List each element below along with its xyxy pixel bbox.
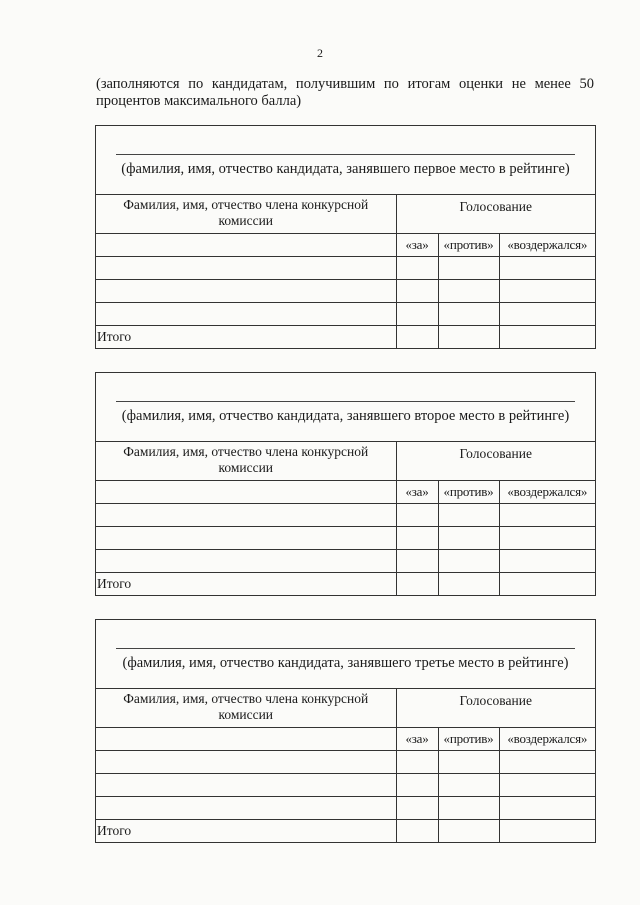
abstained-header: «воздержался»: [499, 728, 595, 751]
table-cell[interactable]: [396, 751, 438, 774]
member-name-header: Фамилия, имя, отчество члена конкурсной комиссии: [96, 689, 396, 728]
table-cell[interactable]: [96, 257, 396, 280]
candidate-name-line: [116, 154, 575, 155]
member-name-header: Фамилия, имя, отчество члена конкурсной комиссии: [96, 442, 396, 481]
table-cell[interactable]: [438, 774, 499, 797]
table-cell[interactable]: [499, 774, 595, 797]
table-cell[interactable]: [96, 527, 396, 550]
table-row: [96, 303, 595, 326]
table-cell[interactable]: [438, 280, 499, 303]
table-cell[interactable]: [499, 303, 595, 326]
table-cell[interactable]: [438, 257, 499, 280]
table-cell[interactable]: [499, 504, 595, 527]
for-header: «за»: [396, 728, 438, 751]
table-cell[interactable]: [438, 527, 499, 550]
table-cell[interactable]: [96, 234, 396, 257]
total-label: Итого: [96, 326, 396, 349]
voting-table: [96, 689, 595, 842]
table-cell[interactable]: [438, 303, 499, 326]
voting-table: [96, 195, 595, 348]
table-cell[interactable]: [396, 326, 438, 349]
for-header: «за»: [396, 234, 438, 257]
table-cell[interactable]: [499, 573, 595, 596]
table-row: [96, 504, 595, 527]
voting-header: Голосование: [396, 689, 595, 728]
candidate-block-second: [95, 372, 596, 596]
table-cell[interactable]: [96, 280, 396, 303]
table-cell[interactable]: [438, 820, 499, 843]
abstained-header: «воздержался»: [499, 481, 595, 504]
table-cell[interactable]: [499, 797, 595, 820]
candidate-header: [96, 620, 595, 689]
table-cell[interactable]: [396, 820, 438, 843]
against-header: «против»: [438, 234, 499, 257]
total-label: Итого: [96, 820, 396, 843]
table-cell[interactable]: [396, 280, 438, 303]
total-row: [96, 573, 595, 596]
table-row: [96, 527, 595, 550]
table-cell[interactable]: [499, 550, 595, 573]
total-label: Итого: [96, 573, 396, 596]
table-cell[interactable]: [96, 550, 396, 573]
table-cell[interactable]: [499, 257, 595, 280]
page-number: 2: [317, 46, 323, 60]
table-cell[interactable]: [396, 797, 438, 820]
table-cell[interactable]: [499, 820, 595, 843]
voting-table: [96, 442, 595, 595]
against-header: «против»: [438, 481, 499, 504]
table-row: [96, 797, 595, 820]
candidate-caption: (фамилия, имя, отчество кандидата, занявшего первое место в рейтинге): [121, 161, 570, 177]
table-cell[interactable]: [499, 326, 595, 349]
voting-header: Голосование: [396, 195, 595, 234]
table-cell[interactable]: [438, 573, 499, 596]
candidate-block-first: [95, 125, 596, 349]
table-cell[interactable]: [396, 550, 438, 573]
table-cell[interactable]: [499, 751, 595, 774]
abstained-header: «воздержался»: [499, 234, 595, 257]
for-header: «за»: [396, 481, 438, 504]
table-cell[interactable]: [96, 797, 396, 820]
against-header: «против»: [438, 728, 499, 751]
table-row: [96, 280, 595, 303]
table-cell[interactable]: [438, 751, 499, 774]
table-cell[interactable]: [438, 550, 499, 573]
candidate-caption: (фамилия, имя, отчество кандидата, занявшего третье место в рейтинге): [122, 655, 569, 671]
table-cell[interactable]: [438, 504, 499, 527]
table-row: [96, 751, 595, 774]
table-row: [96, 257, 595, 280]
table-cell[interactable]: [96, 303, 396, 326]
candidate-block-third: [95, 619, 596, 843]
member-name-header: Фамилия, имя, отчество члена конкурсной комиссии: [96, 195, 396, 234]
table-cell[interactable]: [438, 797, 499, 820]
table-cell[interactable]: [396, 774, 438, 797]
table-cell[interactable]: [396, 257, 438, 280]
candidate-header: [96, 373, 595, 442]
candidate-caption: (фамилия, имя, отчество кандидата, занявшего второе место в рейтинге): [121, 408, 570, 424]
table-row: [96, 774, 595, 797]
table-cell[interactable]: [396, 504, 438, 527]
table-cell[interactable]: [396, 303, 438, 326]
table-cell[interactable]: [396, 527, 438, 550]
table-cell[interactable]: [96, 728, 396, 751]
candidate-name-line: [116, 401, 575, 402]
table-cell[interactable]: [396, 573, 438, 596]
table-cell[interactable]: [499, 527, 595, 550]
total-row: [96, 820, 595, 843]
table-cell[interactable]: [96, 774, 396, 797]
table-cell[interactable]: [96, 504, 396, 527]
table-row: [96, 550, 595, 573]
table-cell[interactable]: [96, 751, 396, 774]
intro-text: (заполняются по кандидатам, получившим по итогам оценки не менее 50 процентов максимального балла): [96, 76, 594, 109]
table-cell[interactable]: [438, 326, 499, 349]
voting-header: Голосование: [396, 442, 595, 481]
total-row: [96, 326, 595, 349]
table-cell[interactable]: [96, 481, 396, 504]
table-cell[interactable]: [499, 280, 595, 303]
candidate-name-line: [116, 648, 575, 649]
candidate-header: [96, 126, 595, 195]
